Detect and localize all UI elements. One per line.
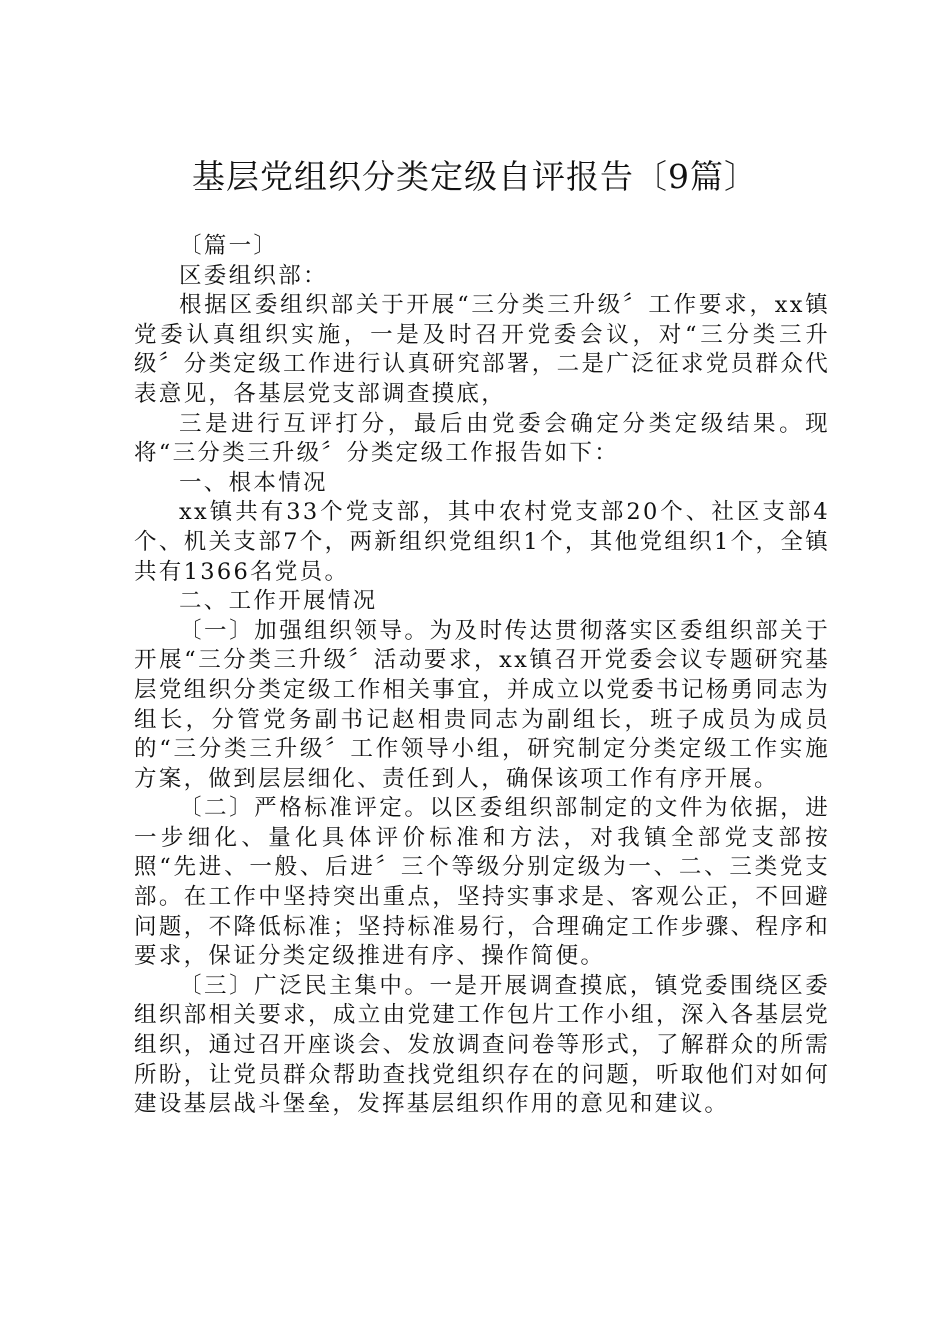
document-title: 基层党组织分类定级自评报告〔9篇〕 [192, 157, 758, 196]
body-paragraph: 三是进行互评打分，最后由党委会确定分类定级结果。现将“三分类三升级〞分类定级工作报告如下： [134, 410, 830, 467]
body-paragraph: 〔三〕广泛民主集中。一是开展调查摸底，镇党委围绕区委组织部相关要求，成立由党建工作包片工作小组，深入各基层党组织，通过召开座谈会、发放调查问卷等形式，了解群众的所需所盼，让党员群众帮助查找党组织存在的问题，听取他们对如何建设基层战斗堡垒，发挥基层组织作用的意见和建议。 [134, 972, 830, 1118]
body-paragraph: 〔一〕加强组织领导。为及时传达贯彻落实区委组织部关于开展“三分类三升级〞活动要求，xx镇召开党委会议专题研究基层党组织分类定级工作相关事宜，并成立以党委书记杨勇同志为组长，分管党务副书记赵相贵同志为副组长，班子成员为成员的“三分类三升级〞工作领导小组，研究制定分类定级工作实施方案，做到层层细化、责任到人，确保该项工作有序开展。 [134, 617, 830, 792]
section-heading: 一、根本情况 [179, 469, 328, 496]
body-paragraph: 〔二〕严格标准评定。以区委组织部制定的文件为依据，进一步细化、量化具体评价标准和方法，对我镇全部党支部按照“先进、一般、后进〞三个等级分别定级为一、二、三类党支部。在工作中坚持突出重点，坚持实事求是、客观公正，不回避问题，不降低标准；坚持标准易行，合理确定工作步骤、程序和要求，保证分类定级推进有序、操作简便。 [134, 795, 830, 970]
section-label: 〔篇一〕 [179, 233, 279, 259]
salutation: 区委组织部： [179, 262, 328, 289]
body-paragraph: xx镇共有33个党支部，其中农村党支部20个、社区支部4个、机关支部7个，两新组织党组织1个，其他党组织1个，全镇共有1366名党员。 [134, 499, 830, 585]
section-heading: 二、工作开展情况 [179, 588, 378, 615]
body-paragraph: 根据区委组织部关于开展“三分类三升级〞工作要求，xx镇党委认真组织实施，一是及时召开党委会议，对“三分类三升级〞分类定级工作进行认真研究部署，二是广泛征求党员群众代表意见，各基层党支部调查摸底， [134, 292, 830, 407]
document-body [134, 232, 830, 1120]
